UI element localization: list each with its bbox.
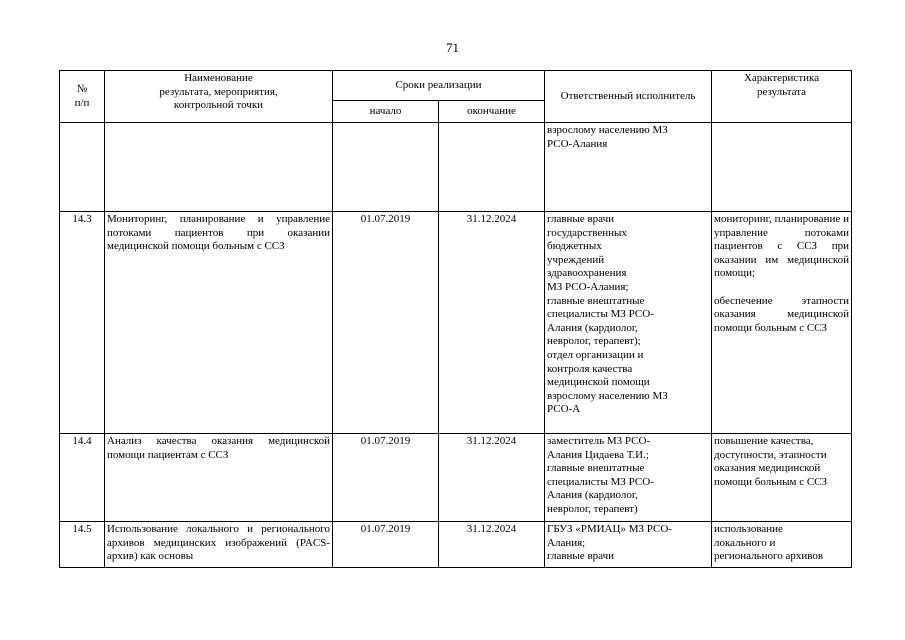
row-start: 01.07.2019 <box>333 212 439 434</box>
row-end <box>439 123 545 212</box>
row-num: 14.4 <box>60 434 105 522</box>
header-start: начало <box>333 101 439 123</box>
row-responsible: ГБУЗ «РМИАЦ» МЗ РСО- Алания; главные врачи <box>545 522 712 568</box>
row-start <box>333 123 439 212</box>
table-row <box>60 212 852 434</box>
row-responsible: главные врачи государственных бюджетных учреждений здравоохранения МЗ РСО-Алания; главные внештатные специалисты МЗ РСО- Алания (кардиолог, невролог, терапевт); отдел организации и контроля качества медицинской помощи взрослому населению МЗ РСО-А <box>545 212 712 434</box>
header-end: окончание <box>439 101 545 123</box>
row-characteristic: мониторинг, планирование и управление потоками пациентов с ССЗ при оказании им медицинской помощи; обеспечение этапности оказания медицинской помощи больным с ССЗ <box>712 212 852 434</box>
row-name <box>105 123 333 212</box>
header-num: № п/п <box>60 71 105 123</box>
row-start: 01.07.2019 <box>333 434 439 522</box>
table-row <box>60 434 852 522</box>
header-characteristic: Характеристика результата <box>712 71 852 123</box>
row-end: 31.12.2024 <box>439 522 545 568</box>
measures-table <box>59 70 852 568</box>
page-number: 71 <box>446 40 459 55</box>
row-characteristic: повышение качества, доступности, этапности оказания медицинской помощи больным с ССЗ <box>712 434 852 522</box>
table-row <box>60 123 852 212</box>
row-end: 31.12.2024 <box>439 434 545 522</box>
row-end: 31.12.2024 <box>439 212 545 434</box>
row-start: 01.07.2019 <box>333 522 439 568</box>
header-responsible: Ответственный исполнитель <box>545 71 712 123</box>
row-num: 14.3 <box>60 212 105 434</box>
row-characteristic: использование локального и регионального архивов <box>712 522 852 568</box>
row-characteristic <box>712 123 852 212</box>
row-name: Мониторинг, планирование и управление потоками пациентов при оказании медицинской помощи больным с ССЗ <box>105 212 333 434</box>
row-name: Анализ качества оказания медицинской помощи пациентам с ССЗ <box>105 434 333 522</box>
row-num: 14.5 <box>60 522 105 568</box>
row-num <box>60 123 105 212</box>
table-row <box>60 522 852 568</box>
row-name: Использование локального и регионального архивов медицинских изображений (PACS-архив) как основы <box>105 522 333 568</box>
header-name: Наименование результата, мероприятия, контрольной точки <box>105 71 333 123</box>
row-responsible: заместитель МЗ РСО- Алания Цидаева Т.И.; главные внештатные специалисты МЗ РСО- Алания (кардиолог, невролог, терапевт) <box>545 434 712 522</box>
header-timeline: Сроки реализации <box>333 71 545 101</box>
row-responsible: взрослому населению МЗ РСО-Алания <box>545 123 712 212</box>
